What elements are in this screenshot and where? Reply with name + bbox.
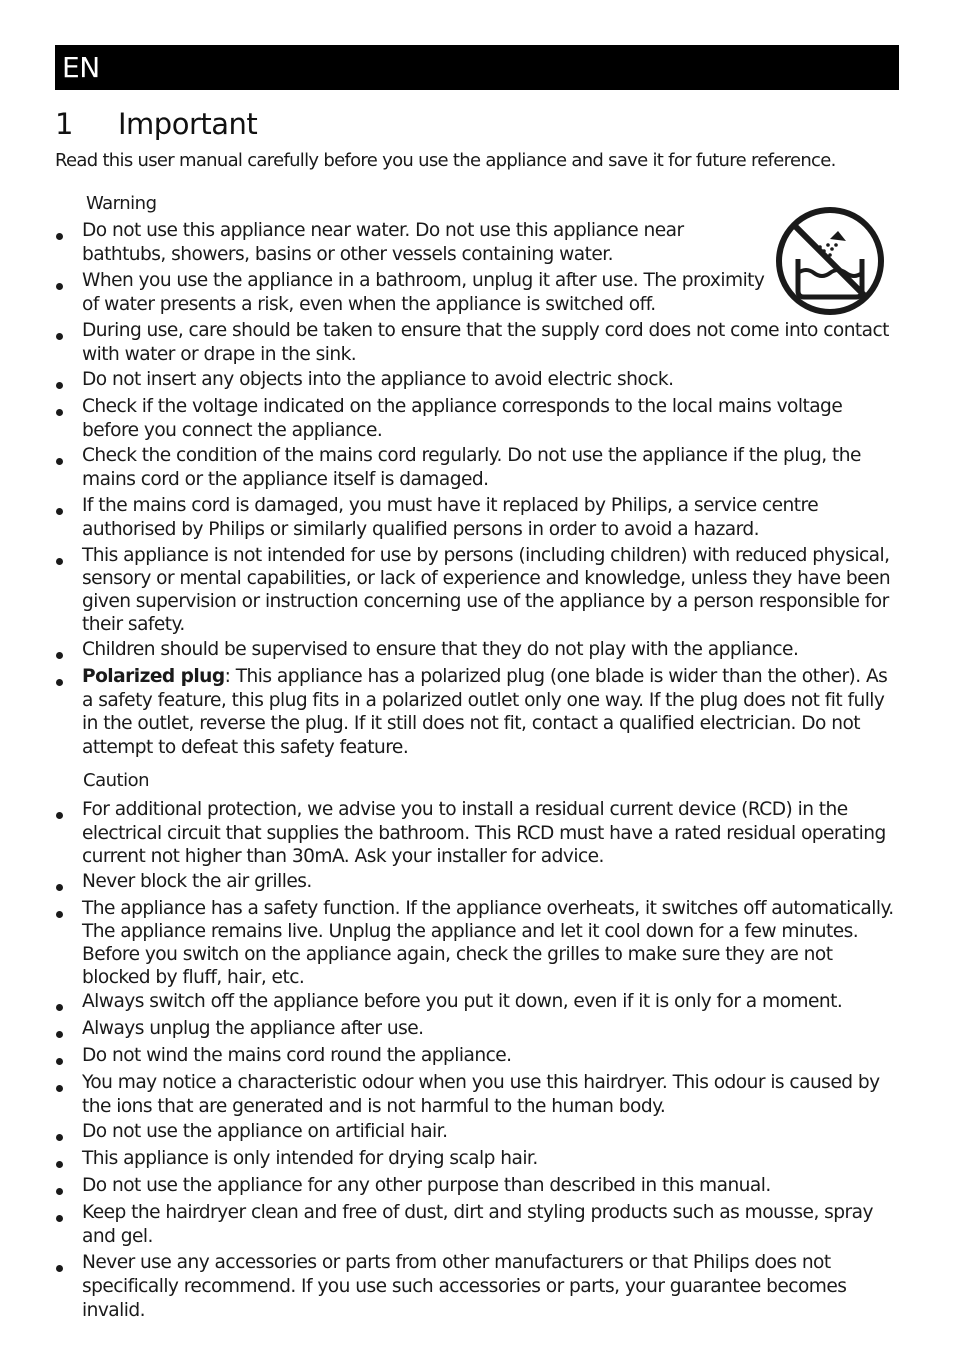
warning-label: Warning [86,193,157,214]
bullet-icon [56,382,63,389]
polarized-plug-lead: Polarized plug [82,666,225,687]
bullet-icon [56,1265,63,1272]
bullet-icon [56,458,63,465]
bullet-icon [56,884,63,891]
bullet-icon [56,911,63,918]
bullet-icon [56,1188,63,1195]
section-number: 1 [55,107,73,141]
bullet-icon [56,333,63,340]
bullet-icon [56,1031,63,1038]
bullet-icon [56,1004,63,1011]
bullet-icon [56,283,63,290]
bullet-icon [56,1134,63,1141]
caution-label: Caution [83,770,149,791]
bullet-icon [56,409,63,416]
bullet-icon [56,812,63,819]
bullet-icon [56,1161,63,1168]
intro-paragraph: Read this user manual carefully before you use the appliance and save it for future reference. [55,150,836,171]
bullet-icon [56,1085,63,1092]
bullet-icon [56,1058,63,1065]
language-code: EN [62,51,100,84]
bullet-icon [56,1215,63,1222]
bullet-icon [56,508,63,515]
section-title: Important [118,107,258,141]
language-header-bar [55,45,899,90]
bullet-icon [56,679,63,686]
bullet-icon [56,233,63,240]
bullet-icon [56,652,63,659]
bullet-icon [56,558,63,565]
no-water-icon [774,205,886,317]
